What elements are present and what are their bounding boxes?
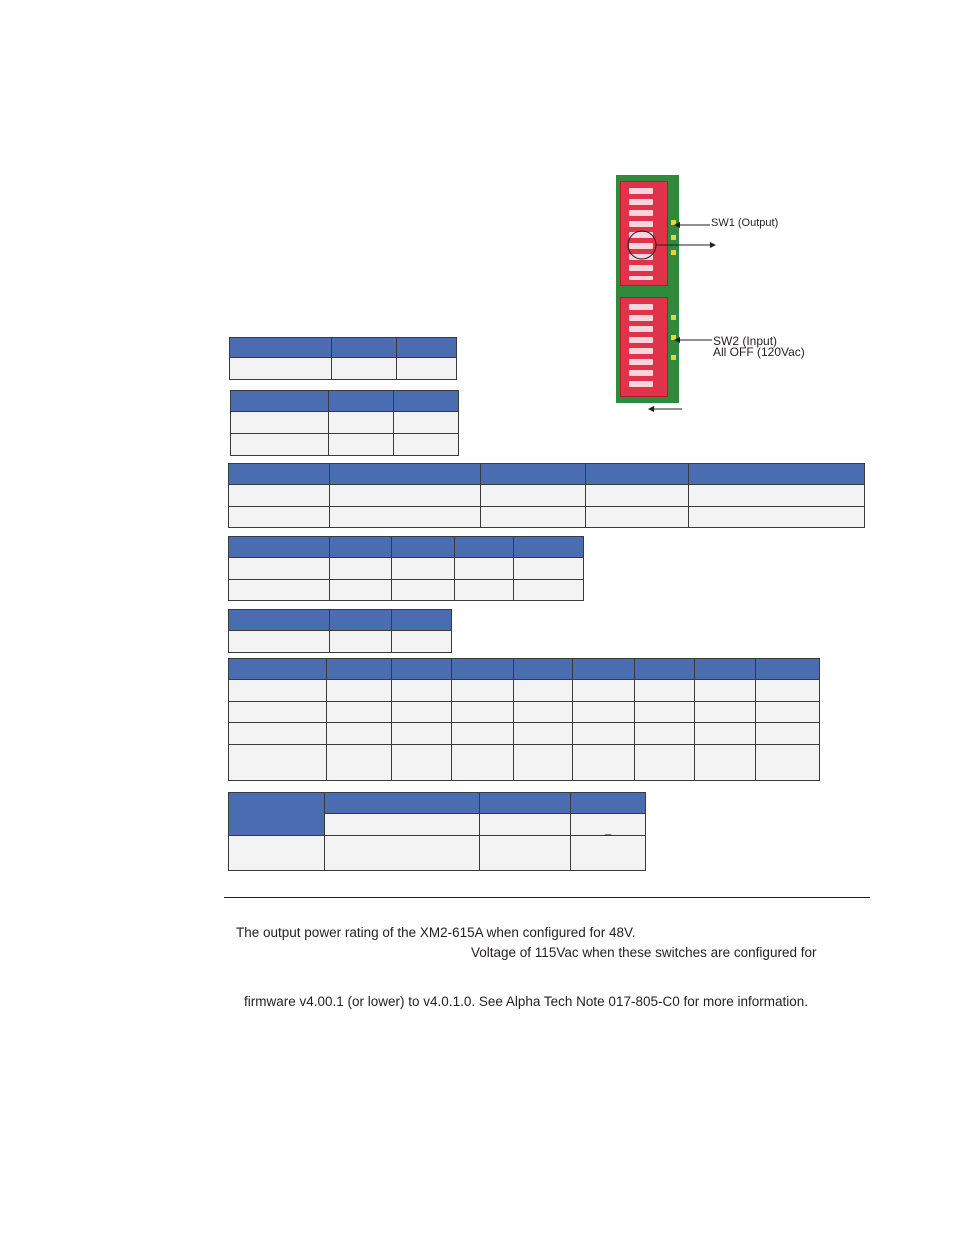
sw1-label: SW1 (Output)	[711, 217, 779, 229]
table-1	[229, 337, 457, 380]
footnote-divider	[224, 897, 870, 898]
table-4	[228, 536, 584, 601]
table-5	[228, 609, 452, 653]
table-6	[228, 658, 820, 781]
table-3	[228, 463, 865, 528]
highlight-circle	[628, 231, 656, 259]
footnote-3: firmware v4.00.1 (or lower) to v4.0.1.0. See Alpha Tech Note 017-805-C0 for more information.	[244, 994, 809, 1009]
photo-callouts	[616, 170, 806, 420]
sw2-label: SW2 (Input)	[713, 334, 778, 348]
table-7	[228, 792, 646, 871]
subheader-mark: _	[604, 824, 612, 836]
sw2-sublabel: All OFF (120Vac)	[713, 345, 805, 359]
footnote-1: The output power rating of the XM2-615A when configured for 48V.	[236, 925, 636, 940]
table-2	[230, 390, 459, 456]
footnote-2: Voltage of 115Vac when these switches are configured for	[471, 945, 817, 960]
